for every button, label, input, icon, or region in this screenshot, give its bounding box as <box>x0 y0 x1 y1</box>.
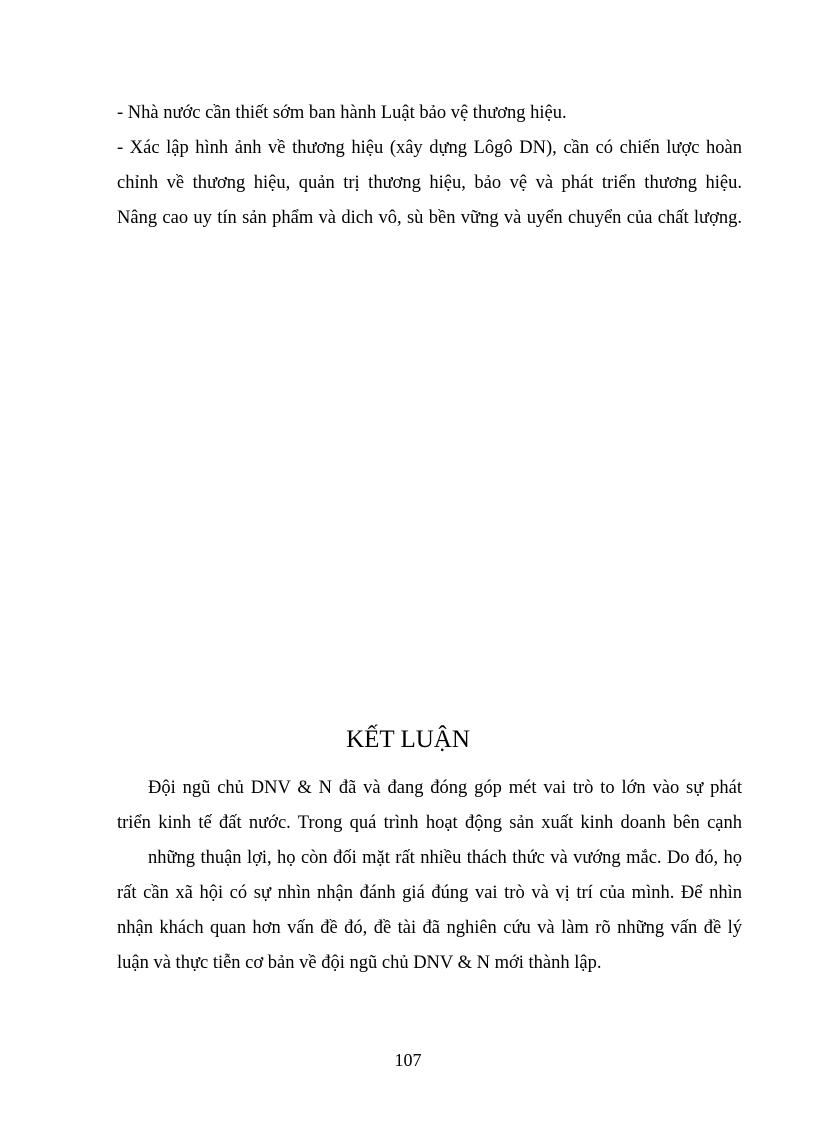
recommendation-line: Nâng cao uy tín sản phẩm và dich vô, sù bền vững và uyển chuyển của chất lượng. <box>117 208 742 228</box>
page-number: 107 <box>394 1050 422 1070</box>
conclusion-line: Đội ngũ chủ DNV & N đã và đang đóng góp mét vai trò to lớn vào sự phát <box>148 778 742 798</box>
recommendation-line: chỉnh về thương hiệu, quản trị thương hiệu, bảo vệ và phát triển thương hiệu. <box>117 173 742 193</box>
conclusion-line: luận và thực tiễn cơ bản về đội ngũ chủ DNV & N mới thành lập. <box>117 953 602 973</box>
conclusion-line: triển kinh tế đất nước. Trong quá trình hoạt động sản xuất kinh doanh bên cạnh <box>117 813 742 833</box>
conclusion-line: nhận khách quan hơn vấn đề đó, đề tài đã nghiên cứu và làm rõ những vấn đề lý <box>117 918 742 938</box>
conclusion-title: KẾT LUẬN <box>346 726 470 753</box>
recommendation-line: - Xác lập hình ảnh về thương hiệu (xây dựng Lôgô DN), cần có chiến lược hoàn <box>117 138 742 158</box>
conclusion-line: những thuận lợi, họ còn đối mặt rất nhiều thách thức và vướng mắc. Do đó, họ <box>148 848 742 868</box>
conclusion-line: rất cần xã hội có sự nhìn nhận đánh giá đúng vai trò và vị trí của mình. Để nhìn <box>117 883 742 903</box>
recommendation-line: - Nhà nước cần thiết sớm ban hành Luật bảo vệ thương hiệu. <box>117 103 567 123</box>
